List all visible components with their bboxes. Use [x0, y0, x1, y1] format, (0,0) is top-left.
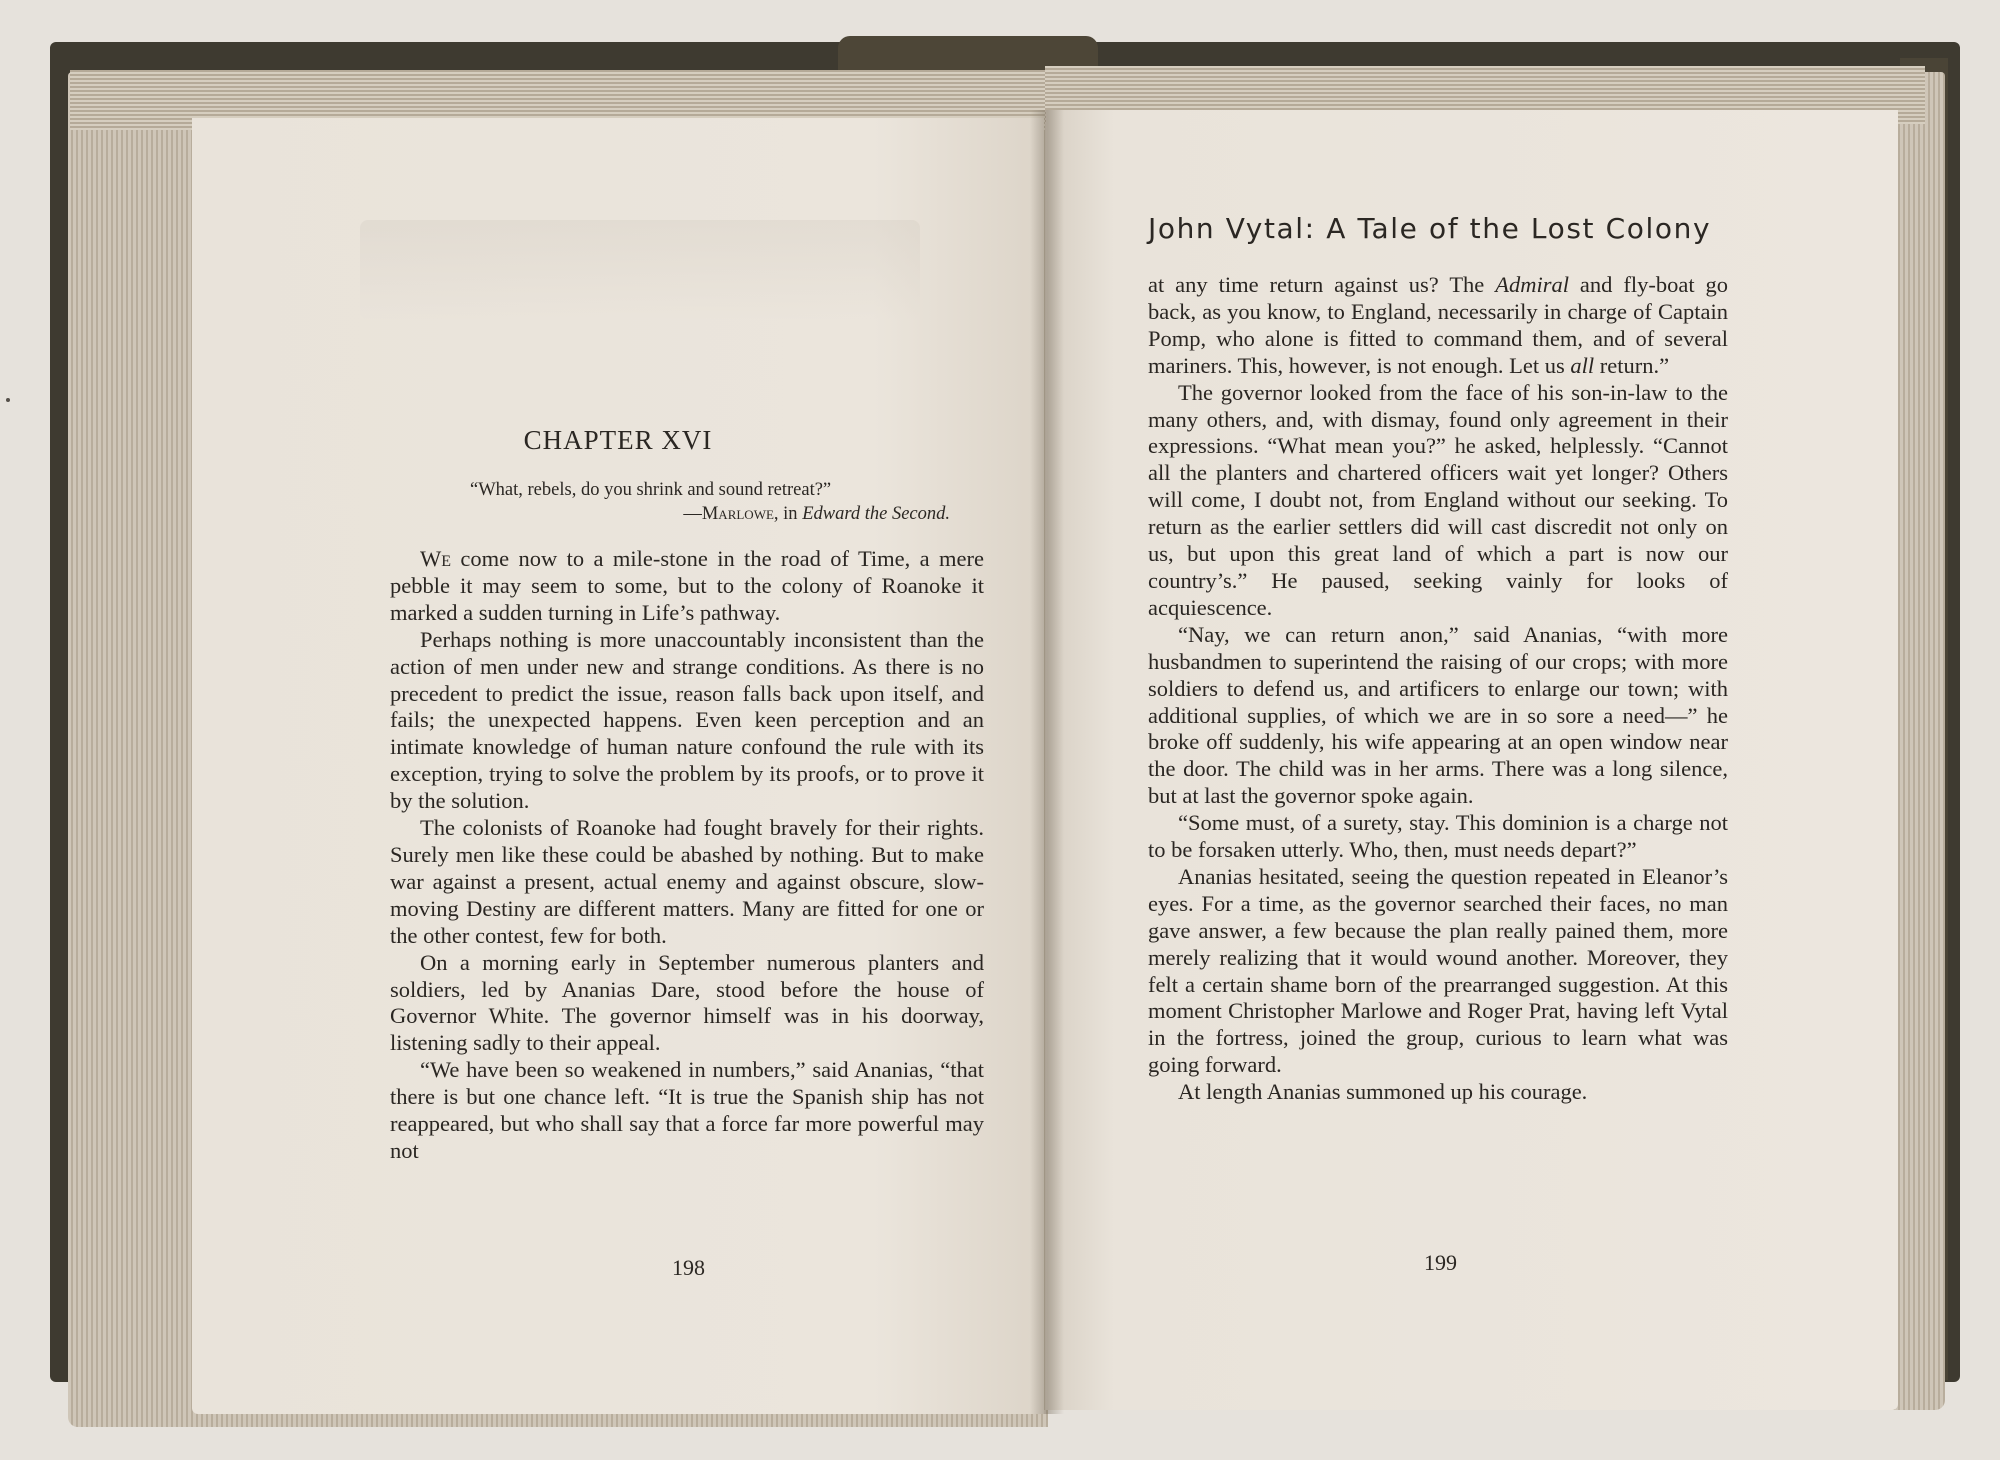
left-paragraph-2: Perhaps nothing is more unaccountably inconsistent than the action of men under new and strange conditions. As there is no precedent to predict the issue, reason falls back upon itself, and fails; the unexpected happens. Even keen perception and an intimate knowledge of human nature confound the rule with its exception, trying to solve the problem by its proofs, or to prove it by the solution. — [390, 626, 984, 814]
right-paragraph-4: “Some must, of a surety, stay. This dominion is a charge not to be forsaken utterly. Who, then, must needs depart?” — [1148, 810, 1728, 863]
running-head: John Vytal: A Tale of the Lost Colony — [1148, 212, 1712, 245]
bleed-through-shadow — [360, 220, 920, 320]
epigraph-author: Marlowe — [701, 504, 774, 524]
epigraph-attribution — [470, 502, 950, 526]
right-p1-part-1: at any time return against us? The — [1148, 272, 1496, 297]
right-paragraph-3: “Nay, we can return anon,” said Ananias, “with more husbandmen to superintend the raising of our crops; with more soldiers to defend us, and artificers to enlarge our town; with additional supplies, of which we are in so sore a need—” he broke off suddenly, his wife appearing at an open window near the door. The child was in her arms. There was a long silence, but at last the governor spoke again. — [1148, 621, 1728, 809]
epigraph — [470, 478, 950, 526]
epigraph-work: Edward the Second. — [802, 504, 950, 524]
right-p1-part-3: and fly-boat go back, as you know, to England, necessarily in charge of Captain Pomp, who alone is fitted to command them, and of several mariners. This, however, is not enough. Let us — [1148, 272, 1728, 378]
right-paragraph-6: At length Ananias summoned up his courage. — [1178, 1079, 1588, 1105]
left-paragraph-5: “We have been so weakened in numbers,” said Ananias, “that there is but one chance left. “It is true the Spanish ship has not reappeared, but who shall say that a force far more powerful may not — [390, 1057, 984, 1163]
right-p1-ship-name: Admiral — [1495, 272, 1569, 297]
epigraph-quote: “What, rebels, do you shrink and sound retreat?” — [470, 480, 832, 500]
left-page-body — [390, 546, 984, 1165]
chapter-title: CHAPTER XVI — [523, 425, 713, 455]
right-p1-part-5: return.” — [1594, 352, 1670, 378]
epigraph-in: , in — [773, 504, 803, 524]
right-page-body — [1148, 272, 1728, 1106]
book-gutter — [1030, 110, 1064, 1414]
right-page-number: 199 — [1424, 1250, 1457, 1275]
left-paragraph-4: On a morning early in September numerous planters and soldiers, led by Ananias Dare, stood before the house of Governor White. The governor himself was in his doorway, listening sadly to their appeal. — [390, 949, 984, 1056]
dust-speck — [6, 398, 10, 402]
right-paragraph-1 — [1148, 272, 1728, 380]
epigraph-dash: — — [683, 504, 702, 524]
right-paragraph-2: The governor looked from the face of his son-in-law to the many others, and, with dismay, found only agreement in their expressions. “What mean you?” he asked, helplessly. “Cannot all the planters and chartered officers wait yet longer? Others will come, I doubt not, from England without our seeking. To return as the earlier settlers did will cast discredit not only on us, but upon this great land of which a part is now our country’s.” He paused, seeking vainly for looks of acquiescence. — [1148, 379, 1728, 620]
lead-word: We — [420, 546, 452, 571]
left-page-number: 198 — [672, 1255, 705, 1280]
left-paragraph-1-text: come now to a mile-stone in the road of Time, a mere pebble it may seem to some, but to the colony of Roanoke it marked a sudden turning in Life’s pathway. — [390, 546, 984, 625]
right-p1-emphasis-all: all — [1570, 352, 1595, 378]
right-paragraph-5: Ananias hesitated, seeing the question repeated in Eleanor’s eyes. For a time, as the governor searched their faces, no man gave answer, a few because the plan really pained them, more merely realizing that it would wound another. Moreover, they felt a certain shame born of the prearranged suggestion. At this moment Christopher Marlowe and Roger Prat, having left Vytal in the fortress, joined the group, curious to learn what was going forward. — [1148, 863, 1728, 1078]
left-paragraph-1 — [390, 546, 984, 627]
left-paragraph-3: The colonists of Roanoke had fought bravely for their rights. Surely men like these could be abashed by nothing. But to make war against a present, actual enemy and against obscure, slow-moving Destiny are different matters. Many are fitted for one or the other contest, few for both. — [390, 815, 984, 948]
